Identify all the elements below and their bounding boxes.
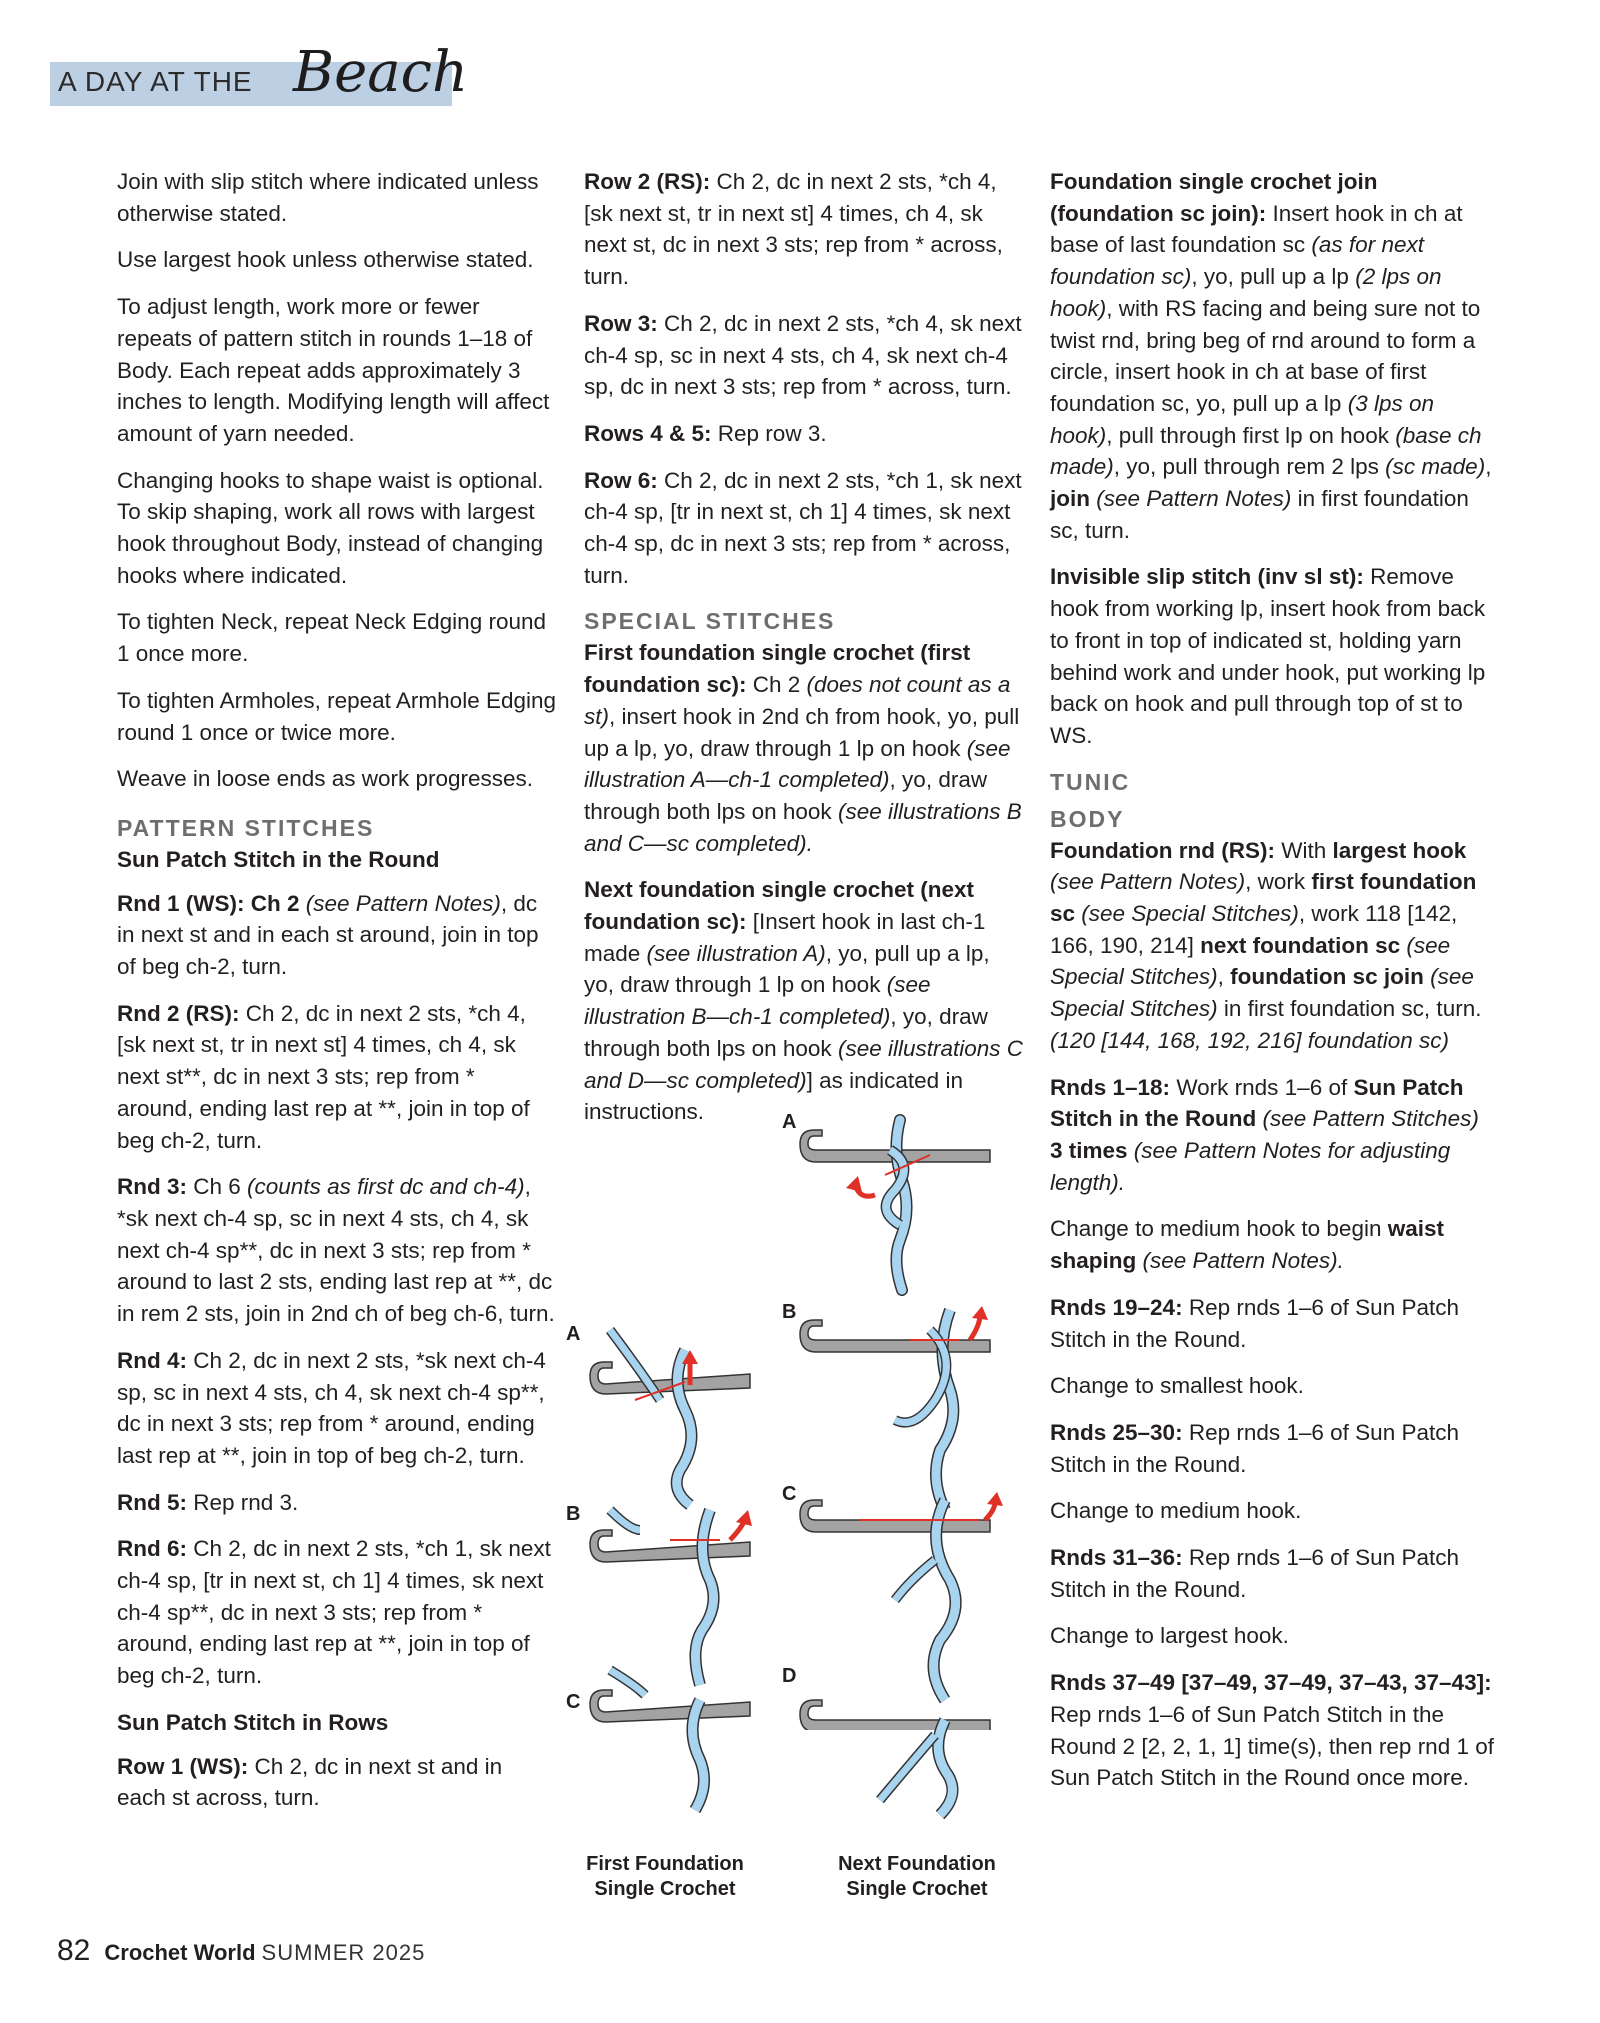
instruction-rnds-37-49: Rnds 37–49 [37–49, 37–49, 37–43, 37–43]: Rep rnds 1–6 of Sun Patch Stitch in the Round 2 [2, 2, 1, 1] time(s), then rep rnd 1 of Sun Patch Stitch in the Round once more.: [1050, 1670, 1494, 1791]
instruction-rnd-3: Rnd 3: Ch 6 (counts as first dc and ch-4), *sk next ch-4 sp, sc in next 4 sts, ch 4, sk next ch-4 sp**, dc in next 3 sts; rep from * around to last 2 sts, ending last rep at **, dc in rem 2 sts, join in 2nd ch of beg ch-6, turn.: [117, 1174, 555, 1327]
instruction-rnd-5: Rnd 5: Rep rnd 3.: [117, 1489, 299, 1515]
diagram-left-a: [590, 1330, 750, 1505]
instruction-change-smallest: Change to smallest hook.: [1050, 1373, 1304, 1399]
paragraph: To adjust length, work more or fewer repeats of pattern stitch in rounds 1–18 of Body. Each repeat adds approximately 3 inches to length. Modifying length will affect amount of yarn needed.: [117, 294, 550, 446]
caption-next-foundation: Next Foundation Single Crochet: [838, 1853, 996, 1900]
instruction-row-2: Row 2 (RS): Ch 2, dc in next 2 sts, *ch 4, [sk next st, tr in next st] 4 times, ch 4, sk next st, dc in next 3 sts; rep from * across, turn.: [584, 169, 1003, 290]
section-heading-body: BODY: [1050, 805, 1125, 832]
definition-next-foundation-sc: Next foundation single crochet (next foundation sc): [Insert hook in last ch-1 made (see illustration A), yo, pull up a lp, yo, draw through 1 lp on hook (see illustration B—ch-1 completed), yo, draw through both lps on hook (see illustrations C and D—sc completed)] as indicated in instructions.: [584, 877, 1024, 1125]
instruction-rnds-1-18: Rnds 1–18: Work rnds 1–6 of Sun Patch Stitch in the Round (see Pattern Stitches) 3 times (see Pattern Notes for adjusting length).: [1050, 1074, 1479, 1195]
instruction-rnd-1: Rnd 1 (WS): Ch 2 (see Pattern Notes), dc in next st and in each st around, join in top of beg ch-2, turn.: [117, 890, 539, 980]
label-right-d: D: [782, 1665, 797, 1687]
instruction-row-6: Row 6: Ch 2, dc in next 2 sts, *ch 1, sk next ch-4 sp, [tr in next st, ch 1] 4 times, sk next ch-4 sp, dc in next 3 sts; rep from * across, turn.: [584, 467, 1022, 588]
paragraph: To tighten Neck, repeat Neck Edging round 1 once more.: [117, 609, 547, 667]
column-right: [1050, 166, 1495, 1809]
crochet-illustration: [560, 1110, 1020, 1900]
instruction-row-3: Row 3: Ch 2, dc in next 2 sts, *ch 4, sk next ch-4 sp, sc in next 4 sts, ch 4, sk next ch-4 sp, dc in next 3 sts; rep from * across, turn.: [584, 310, 1022, 400]
issue-label: SUMMER 2025: [261, 1940, 426, 1965]
label-left-c: C: [566, 1691, 581, 1713]
instruction-foundation-rnd: Foundation rnd (RS): With largest hook (see Pattern Notes), work first foundation sc (see Special Stitches), work 118 [142, 166, 190, 214] next foundation sc (see Special Stitches), foundation sc join (see Special Stitches) in first foundation sc, turn. (120 [144, 168, 192, 216] foundation sc): [1050, 837, 1482, 1053]
instruction-rnds-19-24: Rnds 19–24: Rep rnds 1–6 of Sun Patch Stitch in the Round.: [1050, 1294, 1459, 1352]
section-heading-pattern-stitches: PATTERN STITCHES: [117, 814, 375, 841]
definition-first-foundation-sc: First foundation single crochet (first foundation sc): Ch 2 (does not count as a st), insert hook in 2nd ch from hook, yo, pull up a lp, yo, draw through 1 lp on hook (see illustration A—ch-1 completed), yo, draw through both lps on hook (see illustrations B and C—sc completed).: [584, 640, 1022, 856]
paragraph: Changing hooks to shape waist is optional. To skip shaping, work all rows with largest hook throughout Body, instead of changing hooks where indicated.: [117, 467, 544, 588]
paragraph: Use largest hook unless otherwise stated.: [117, 247, 534, 273]
magazine-name: Crochet World: [104, 1940, 256, 1965]
section-heading-tunic: TUNIC: [1050, 768, 1131, 795]
instruction-rnd-6: Rnd 6: Ch 2, dc in next 2 sts, *ch 1, sk next ch-4 sp, [tr in next st, ch 1] 4 times, sk next ch-4 sp**, dc in next 3 sts; rep from * around, ending last rep at **, join in top of beg ch-2, turn.: [117, 1536, 551, 1689]
page-footer: [57, 1934, 425, 1968]
instruction-rnds-31-36: Rnds 31–36: Rep rnds 1–6 of Sun Patch Stitch in the Round.: [1050, 1545, 1459, 1602]
diagram-right-c: [800, 1492, 1003, 1700]
paragraph: Join with slip stitch where indicated unless otherwise stated.: [117, 169, 539, 226]
foundation-sc-diagram: [560, 1110, 1020, 1730]
instruction-rnd-4: Rnd 4: Ch 2, dc in next 2 sts, *sk next ch-4 sp, sc in next 4 sts, ch 4, sk next ch-4 sp**, dc in next 3 sts; rep from * around, ending last rep at **, join in top of beg ch-2, turn.: [117, 1347, 546, 1468]
page-number: 82: [57, 1934, 91, 1967]
paragraph: Weave in loose ends as work progresses.: [117, 766, 534, 792]
diagram-left-b: [590, 1510, 752, 1685]
instruction-change-largest: Change to largest hook.: [1050, 1623, 1289, 1649]
instruction-change-medium-waist: Change to medium hook to begin waist shaping (see Pattern Notes).: [1050, 1216, 1445, 1274]
instruction-row-1: Row 1 (WS): Ch 2, dc in next st and in each st across, turn.: [117, 1753, 503, 1811]
label-right-a: A: [782, 1111, 797, 1133]
instruction-rows-4-5: Rows 4 & 5: Rep row 3.: [584, 420, 827, 446]
label-left-a: A: [566, 1323, 581, 1345]
label-right-b: B: [782, 1301, 797, 1323]
instruction-change-medium: Change to medium hook.: [1050, 1498, 1302, 1524]
column-left: [117, 166, 557, 1829]
foundation-sc-diagram-lower: [560, 1690, 1020, 1830]
subheading-rows: Sun Patch Stitch in Rows: [117, 1709, 389, 1735]
header-script-title: Beach: [293, 40, 469, 105]
diagram-right-a: [800, 1120, 990, 1290]
section-heading-special-stitches: SPECIAL STITCHES: [584, 608, 836, 635]
instruction-rnd-2: Rnd 2 (RS): Ch 2, dc in next 2 sts, *ch 4, [sk next st, tr in next st] 4 times, ch 4, sk next st**, dc in next 3 sts; rep from * around, ending last rep at **, join in top of beg ch-2, turn.: [117, 1000, 530, 1153]
paragraph: To tighten Armholes, repeat Armhole Edging round 1 once or twice more.: [117, 687, 557, 745]
caption-first-foundation: First Foundation Single Crochet: [586, 1853, 744, 1900]
label-left-b: B: [566, 1503, 581, 1525]
subheading-round: Sun Patch Stitch in the Round: [117, 846, 440, 872]
definition-foundation-sc-join: Foundation single crochet join (foundation sc join): Insert hook in ch at base of last foundation sc (as for next foundation sc), yo, pull up a lp (2 lps on hook), with RS facing and being sure not to twist rnd, bring beg of rnd around to form a circle, insert hook in ch at base of first foundation sc, yo, pull up a lp (3 lps on hook), pull through first lp on hook (base ch made), yo, pull through rem 2 lps (sc made), join (see Pattern Notes) in first foundation sc, turn.: [1050, 169, 1492, 543]
header-title: A DAY AT THE: [58, 66, 253, 97]
column-middle: [584, 166, 1024, 1143]
label-right-c: C: [782, 1483, 797, 1505]
definition-invisible-slip-stitch: Invisible slip stitch (inv sl st): Remove hook from working lp, insert hook from back to front in top of indicated st, holding yarn behind work and under hook, put working lp back on hook and pull through top of st to WS.: [1050, 564, 1486, 748]
header-banner: [50, 40, 469, 106]
instruction-rnds-25-30: Rnds 25–30: Rep rnds 1–6 of Sun Patch Stitch in the Round.: [1050, 1419, 1459, 1477]
diagram-right-b: [800, 1306, 990, 1510]
